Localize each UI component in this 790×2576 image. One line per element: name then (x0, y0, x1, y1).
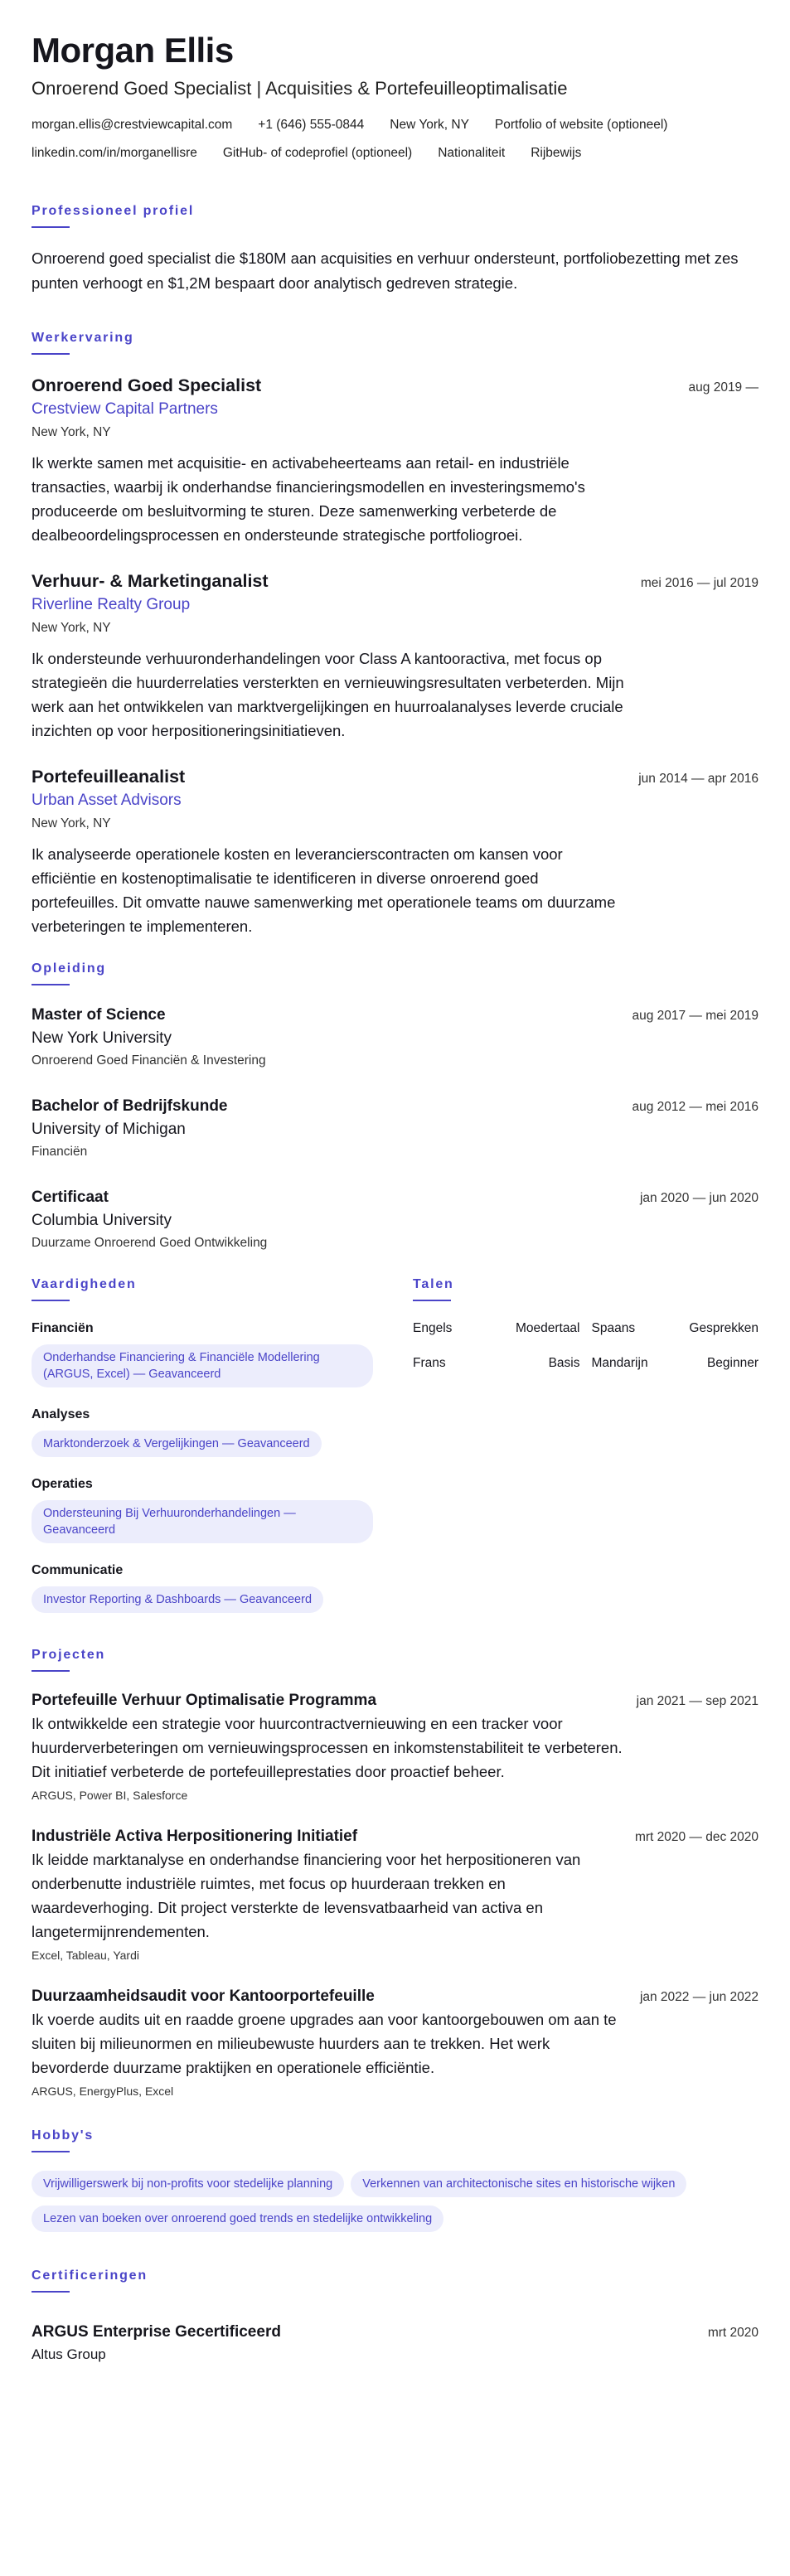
experience-list (32, 373, 758, 938)
project-date: jan 2021 — sep 2021 (636, 1694, 758, 1708)
contact-license: Rijbewijs (531, 146, 582, 160)
experience-entry (32, 569, 758, 743)
job-title: Onroerend Goed Specialist (32, 375, 262, 395)
education-date: jan 2020 — jun 2020 (639, 1191, 758, 1205)
project-description: Ik leidde marktanalyse en onderhandse financiering voor het herpositioneren van onderbenutte industriële ruimtes, met focus op huurderaan trekken en waardeverhoging. Dit project versterkte de levensvatbaarheid van activa en langetermijnrendementen. (32, 1851, 581, 1940)
job-description: Ik analyseerde operationele kosten en leverancierscontracten om kansen voor efficiëntie en kostenoptimalisatie te identificeren in diverse onroerend goed portefeuilles. Dit omvatte nauwe samenwerking met operationele teams om duurzame verbeteringen te implementeren. (32, 845, 616, 935)
section-hobbies (32, 2128, 758, 2240)
contact-phone[interactable]: +1 (646) 555-0844 (258, 118, 365, 132)
contact-github[interactable]: GitHub- of codeprofiel (optioneel) (222, 146, 413, 160)
section-profile (32, 204, 758, 296)
project-entry (32, 1690, 758, 1804)
job-date: aug 2019 — (688, 380, 758, 395)
education-entry (32, 1186, 758, 1254)
section-heading: Vaardigheden (32, 1277, 137, 1291)
company-name: Urban Asset Advisors (32, 792, 182, 809)
language-item (592, 1319, 759, 1338)
languages-list (413, 1319, 758, 1373)
education-date: aug 2012 — mei 2016 (632, 1100, 758, 1114)
contact-location: New York, NY (390, 118, 469, 132)
project-title: Industriële Activa Herpositionering Initiatief (32, 1828, 358, 1845)
study-field: Onroerend Goed Financiën & Investering (32, 1053, 266, 1068)
certification-date: mrt 2020 (707, 2326, 758, 2340)
project-entry (32, 1826, 758, 1964)
certification-issuer: Altus Group (32, 2346, 106, 2362)
language-level: Moedertaal (515, 1321, 580, 1335)
study-field: Financiën (32, 1145, 88, 1159)
section-heading: Projecten (32, 1648, 106, 1662)
job-location: New York, NY (32, 621, 111, 635)
project-title: Duurzaamheidsaudit voor Kantoorportefeuille (32, 1988, 375, 2005)
education-list (32, 1004, 758, 1254)
certifications-list (32, 2321, 758, 2365)
experience-entry (32, 764, 758, 938)
section-heading: Talen (413, 1277, 454, 1291)
project-title: Portefeuille Verhuur Optimalisatie Programma (32, 1692, 377, 1709)
contact-info (32, 116, 758, 172)
section-heading: Professioneel profiel (32, 204, 195, 218)
section-projects (32, 1648, 758, 2100)
language-name: Engels (413, 1321, 453, 1335)
project-date: jan 2022 — jun 2022 (639, 1990, 758, 2004)
job-date: mei 2016 — jul 2019 (640, 576, 758, 590)
language-name: Frans (413, 1356, 446, 1370)
section-divider (32, 1300, 70, 1301)
section-skills (32, 1277, 380, 1613)
hobby-chip: Lezen van boeken over onroerend goed trends en stedelijke ontwikkeling (32, 2206, 443, 2232)
section-divider (32, 353, 70, 355)
project-tools: ARGUS, EnergyPlus, Excel (32, 2085, 174, 2098)
skills-languages-row (32, 1277, 758, 1613)
project-tools: ARGUS, Power BI, Salesforce (32, 1789, 188, 1802)
skill-chip: Investor Reporting & Dashboards — Geavanceerd (32, 1586, 323, 1613)
education-entry (32, 1004, 758, 1072)
hobby-chip: Vrijwilligerswerk bij non-profits voor stedelijke planning (32, 2171, 344, 2197)
project-date: mrt 2020 — dec 2020 (634, 1830, 758, 1844)
language-level: Gesprekken (689, 1321, 758, 1335)
project-entry (32, 1986, 758, 2100)
company-name: Riverline Realty Group (32, 596, 191, 613)
school-name: New York University (32, 1029, 172, 1047)
experience-entry (32, 373, 758, 547)
degree-title: Bachelor of Bedrijfskunde (32, 1097, 228, 1115)
school-name: University of Michigan (32, 1121, 186, 1138)
skill-category: Operaties (32, 1477, 93, 1491)
section-experience (32, 331, 758, 938)
section-heading: Certificeringen (32, 2269, 148, 2283)
contact-portfolio[interactable]: Portfolio of website (optioneel) (494, 118, 668, 132)
section-divider (32, 2151, 70, 2152)
hobbies-list (32, 2171, 758, 2240)
education-entry (32, 1095, 758, 1163)
candidate-name: Morgan Ellis (32, 31, 234, 70)
company-name: Crestview Capital Partners (32, 400, 218, 418)
section-certifications (32, 2269, 758, 2365)
language-level: Beginner (706, 1356, 758, 1370)
job-location: New York, NY (32, 816, 111, 830)
job-description: Ik werkte samen met acquisitie- en activabeheerteams aan retail- en industriële transacties, waarbij ik onderhandse financieringsmodellen en investeringsmemo's produceerde om besluitvorming te sturen. Deze samenwerking verbeterde de dealbeoordelingsprocessen en ondersteunde strategische portfoliogroei. (32, 454, 585, 544)
job-description: Ik ondersteunde verhuuronderhandelingen voor Class A kantooractiva, met focus op strategieën die huurderrelaties versterkten en vernieuwingsresultaten verbeterden. Mijn werk aan het ontwikkelen van marktvergelijkingen en huurroalanalyses leverde cruciale inzichten op voor herpositioneringsinitiatieven. (32, 650, 624, 739)
job-title: Verhuur- & Marketinganalist (32, 571, 269, 591)
skill-category: Communicatie (32, 1563, 124, 1577)
skill-category: Financiën (32, 1321, 94, 1335)
education-date: aug 2017 — mei 2019 (632, 1009, 758, 1023)
skills-list (32, 1319, 380, 1613)
job-date: jun 2014 — apr 2016 (638, 772, 758, 786)
skill-chip: Onderhandse Financiering & Financiële Modellering (ARGUS, Excel) — Geavanceerd (32, 1344, 373, 1387)
section-divider (413, 1300, 451, 1301)
project-description: Ik voerde audits uit en raadde groene upgrades aan voor kantoorgebouwen om aan te sluiten bij milieunormen en milieubewuste huurders aan te trekken. Het werk bevorderde duurzame praktijken en operationele efficiëntie. (32, 2011, 617, 2076)
section-divider (32, 1670, 70, 1672)
language-item (413, 1319, 580, 1338)
certification-entry (32, 2321, 758, 2365)
skill-chip: Marktonderzoek & Vergelijkingen — Geavanceerd (32, 1431, 322, 1457)
section-heading: Hobby's (32, 2128, 95, 2143)
section-divider (32, 984, 70, 985)
candidate-title: Onroerend Goed Specialist | Acquisities & Portefeuilleoptimalisatie (32, 78, 568, 99)
contact-nationality: Nationaliteit (438, 146, 506, 160)
project-description: Ik ontwikkelde een strategie voor huurcontractvernieuwing en een tracker voor huurderverbeteringen om vernieuwingsprocessen en inkomstenstabiliteit te verbeteren. Dit initiatief verbeterde de portefeuilleprestaties door proactief beheer. (32, 1715, 623, 1780)
skill-chip: Ondersteuning Bij Verhuuronderhandelingen — Geavanceerd (32, 1500, 373, 1543)
job-location: New York, NY (32, 425, 111, 439)
language-level: Basis (548, 1356, 580, 1370)
school-name: Columbia University (32, 1212, 172, 1229)
job-title: Portefeuilleanalist (32, 767, 186, 787)
hobby-chip: Verkennen van architectonische sites en historische wijken (351, 2171, 686, 2197)
section-heading: Werkervaring (32, 331, 134, 345)
certification-title: ARGUS Enterprise Gecertificeerd (32, 2323, 281, 2341)
project-tools: Excel, Tableau, Yardi (32, 1949, 139, 1962)
section-divider (32, 2291, 70, 2293)
section-languages (413, 1277, 758, 1613)
section-heading: Opleiding (32, 961, 106, 976)
projects-list (32, 1690, 758, 2100)
language-name: Mandarijn (591, 1356, 648, 1370)
language-item (592, 1354, 759, 1373)
profile-summary: Onroerend goed specialist die $180M aan acquisities en verhuur ondersteunt, portfoliobezetting met zes punten verhoogt en $1,2M bespaart door analytisch gedreven strategie. (32, 249, 739, 292)
language-name: Spaans (591, 1321, 636, 1335)
degree-title: Certificaat (32, 1189, 109, 1206)
section-divider (32, 226, 70, 228)
contact-email[interactable]: morgan.ellis@crestviewcapital.com (32, 118, 233, 132)
skill-category: Analyses (32, 1407, 90, 1421)
study-field: Duurzame Onroerend Goed Ontwikkeling (32, 1236, 268, 1250)
contact-linkedin[interactable]: linkedin.com/in/morganellisre (32, 146, 197, 160)
degree-title: Master of Science (32, 1006, 166, 1024)
section-education (32, 961, 758, 1254)
language-item (413, 1354, 580, 1373)
